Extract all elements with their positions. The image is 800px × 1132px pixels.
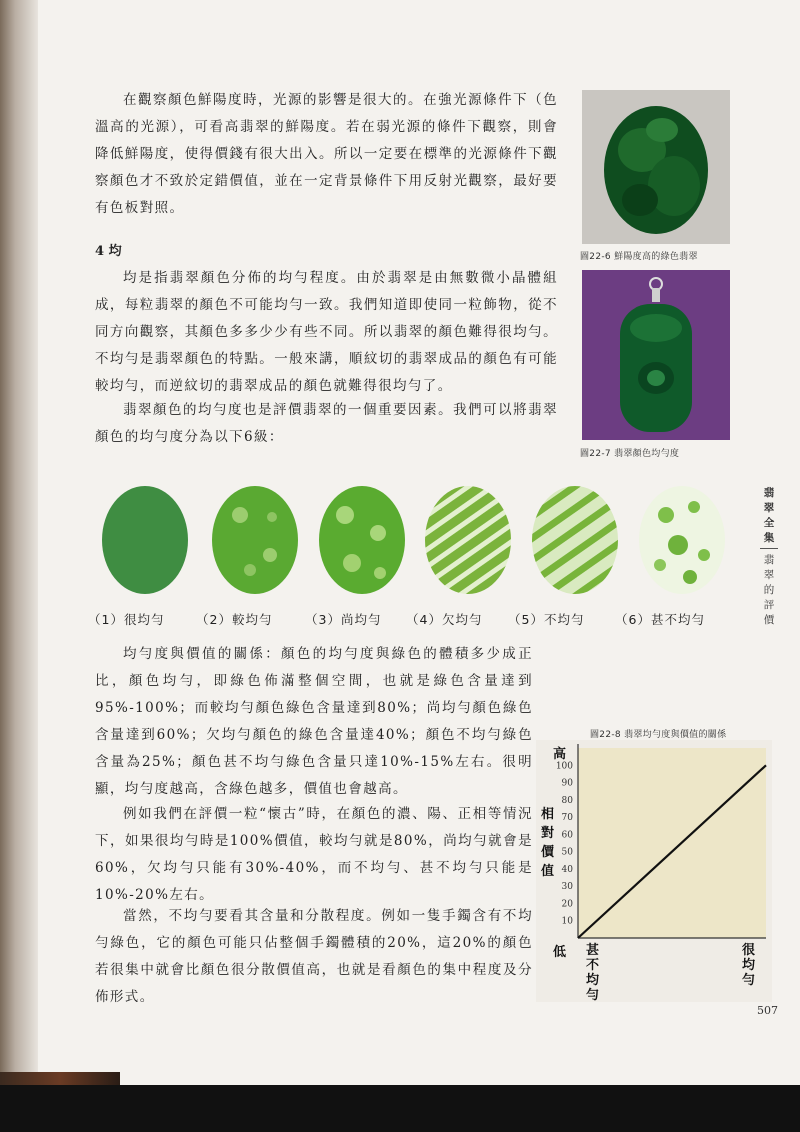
paragraph-distribution: 當然，不均勻要看其含量和分散程度。例如一隻手鐲含有不均勻綠色，它的顏色可能只佔整個手鐲體積的20%，這20%的顏色若很集中就會比顏色很分散價值高，也就是看顏色的集中程度及分佈形式。 — [95, 908, 533, 1005]
x-left-label-char-3: 勻 — [586, 988, 600, 1002]
grade-oval-3 — [319, 486, 405, 594]
grade-label-4: （4）欠均勻 — [406, 612, 483, 627]
y-tick-label-5: 60 — [561, 830, 573, 841]
grade-oval-4 — [425, 486, 511, 594]
grade-oval-1 — [102, 486, 188, 594]
sidebar-divider — [760, 548, 778, 549]
plot-area — [578, 748, 766, 938]
y-tick-label-4: 50 — [561, 847, 573, 858]
y-bottom-label: 低 — [552, 945, 566, 960]
grade-label-1: （1）很均勻 — [88, 612, 165, 627]
x-left-label-char-0: 甚 — [586, 943, 600, 958]
grade-label-2: （2）較均勻 — [196, 612, 273, 627]
y-axis-label-char-1: 對 — [541, 826, 555, 841]
footer-strip — [0, 1072, 120, 1085]
sidebar-chapter-title: 翡翠的評價 — [763, 554, 775, 626]
y-tick-label-8: 90 — [561, 778, 573, 789]
y-tick-label-1: 20 — [561, 899, 573, 910]
grade-label-5: （5）不均勻 — [508, 612, 585, 627]
y-axis-label-char-2: 價 — [541, 845, 555, 860]
figure-caption-22-7: 圖22-7 翡翠顏色均勻度 — [580, 449, 680, 459]
x-right-label-char-1: 均 — [742, 958, 756, 973]
y-top-label: 高 — [552, 747, 566, 762]
footer-shadow — [0, 1085, 800, 1132]
photo-jade-pendant — [582, 270, 730, 440]
paragraph-light-source: 在觀察顏色鮮陽度時，光源的影響是很大的。在強光源條件下（色溫高的光源），可看高翡翠的鮮陽度。若在弱光源的條件下觀察，則會降低鮮陽度，使得價錢有很大出入。所以一定要在標準的光源條件下觀察顏色才不致於定錯價值，並在一定背景條件下用反射光觀察，最好要有色板對照。 — [95, 92, 558, 216]
y-tick-label-2: 30 — [561, 882, 573, 893]
grade-oval-2 — [212, 486, 298, 594]
section-heading: 4 均 — [95, 244, 122, 259]
figure-caption-22-6: 圖22-6 鮮陽度高的綠色翡翠 — [580, 252, 698, 262]
paragraph-uniformity: 均是指翡翠顏色分佈的均勻程度。由於翡翠是由無數微小晶體組成，每粒翡翠的顏色不可能均勻一致。我們知道即使同一粒飾物，從不同方向觀察，其顏色多多少少有些不同。所以翡翠的顏色難得很均勻。不均勻是翡翠顏色的特點。一般來講，順紋切的翡翠成品的顏色有可能較均勻，而逆紋切的翡翠成品的顏色就難得很均勻了。 — [95, 270, 558, 394]
uniformity-grade-ovals — [100, 485, 730, 595]
sidebar-book-title: 翡翠全集 — [763, 487, 775, 544]
y-tick-label-9: 100 — [555, 761, 573, 772]
grade-label-6: （6）甚不均勻 — [615, 612, 705, 627]
grade-oval-5 — [532, 486, 618, 594]
paragraph-grades-intro: 翡翠顏色的均勻度也是評價翡翠的一個重要因素。我們可以將翡翠顏色的均勻度分為以下6級： — [95, 402, 558, 445]
y-tick-label-0: 10 — [561, 916, 573, 927]
grade-oval-6 — [639, 486, 725, 594]
x-left-label-char-2: 均 — [586, 973, 600, 988]
page-binding — [0, 0, 38, 1085]
y-tick-label-6: 70 — [561, 813, 573, 824]
y-axis-label-char-0: 相 — [541, 807, 555, 822]
chart-title: 圖22-8 翡翠均勻度與價值的關係 — [590, 730, 727, 740]
paragraph-example: 例如我們在評價一粒“懷古”時，在顏色的濃、陽、正相等情況下，如果很均勻時是100%價值，較均勻就是80%，尚均勻就會是60%，欠均勻只能有30%-40%，而不均勻、甚不均勻只能是10%-20%左右。 — [95, 806, 533, 903]
page-number: 507 — [757, 1004, 778, 1017]
x-right-label-char-0: 很 — [742, 943, 756, 958]
paragraph-uniformity-value: 均勻度與價值的關係：顏色的均勻度與綠色的體積多少成正比，顏色均勻，即綠色佈滿整個空間，也就是綠色含量達到95%-100%；而較均勻顏色綠色含量達到80%；尚均勻顏色綠色含量達到60%；欠均勻顏色的綠色含量達40%；顏色不均勻綠色含量為25%；顏色甚不均勻綠色含量只達10%-15%左右。很明顯，均勻度越高，含綠色越多，價值也會越高。 — [95, 646, 533, 797]
x-right-label-char-2: 勻 — [742, 973, 756, 988]
grade-label-3: （3）尚均勻 — [305, 612, 382, 627]
y-tick-label-3: 40 — [561, 864, 573, 875]
x-left-label-char-1: 不 — [586, 958, 600, 973]
y-axis-label-char-3: 值 — [541, 864, 555, 879]
y-tick-label-7: 80 — [561, 795, 573, 806]
photo-jade-carving — [582, 90, 730, 244]
uniformity-value-chart — [536, 740, 772, 1002]
